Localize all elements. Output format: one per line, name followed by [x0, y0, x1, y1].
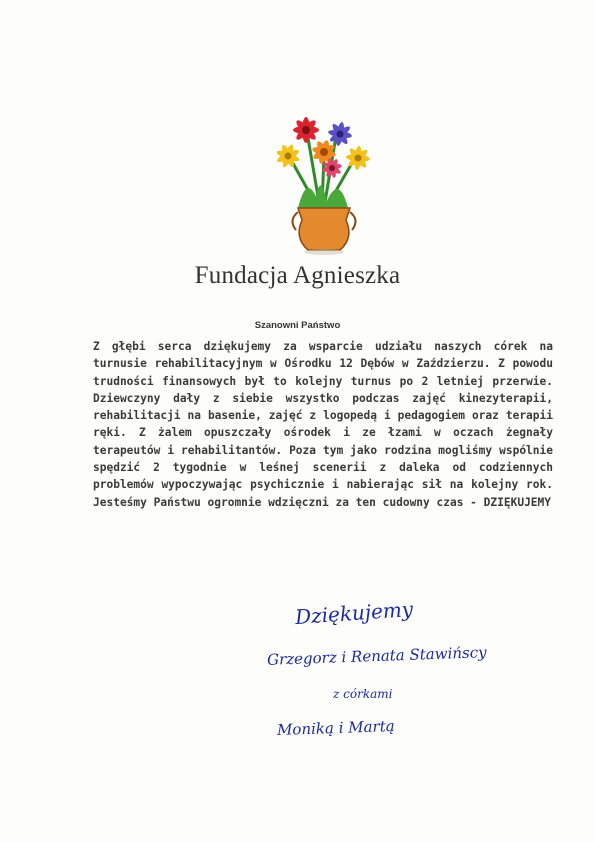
signature-with-daughters: z córkami: [333, 687, 393, 701]
flower-vase-logo: [268, 108, 380, 256]
signature-daughters-names: Moniką i Martą: [276, 716, 395, 740]
signature-names: Grzegorz i Renata Stawińscy: [266, 643, 487, 669]
salutation: Szanowni Państwo: [254, 320, 341, 331]
handwritten-signature: [255, 595, 575, 755]
letter-body: [93, 338, 553, 511]
organization-name: Fundacja Agnieszka: [194, 262, 401, 289]
signature-thanks: Dziękujemy: [294, 596, 414, 630]
letter-body-text: Z głębi serca dziękujemy za wsparcie udziału naszych córek na turnusie rehabilitacyjnym w Ośrodku 12 Dębów w Zaździerzu. Z powodu trudności finansowych był to kolejny turnus po 2 letniej przerwie. Dziewczyny dały z siebie wszystko podczas zajęć kinezyterapii, rehabilitacji na basenie, zajęć z logopedą i pedagogiem oraz terapii ręki. Z żalem opuszczały ośrodek i ze łzami w oczach żegnały terapeutów i rehabilitantów. Poza tym jako rodzina mogliśmy wspólnie spędzić 2 tygodnie w leśnej scenerii z daleka od codziennych problemów wypoczywając psychicznie i nabierając sił na kolejny rok. Jesteśmy Państwu ogromnie wdzięczni za ten cudowny czas - DZIĘKUJEMY: [93, 340, 553, 509]
